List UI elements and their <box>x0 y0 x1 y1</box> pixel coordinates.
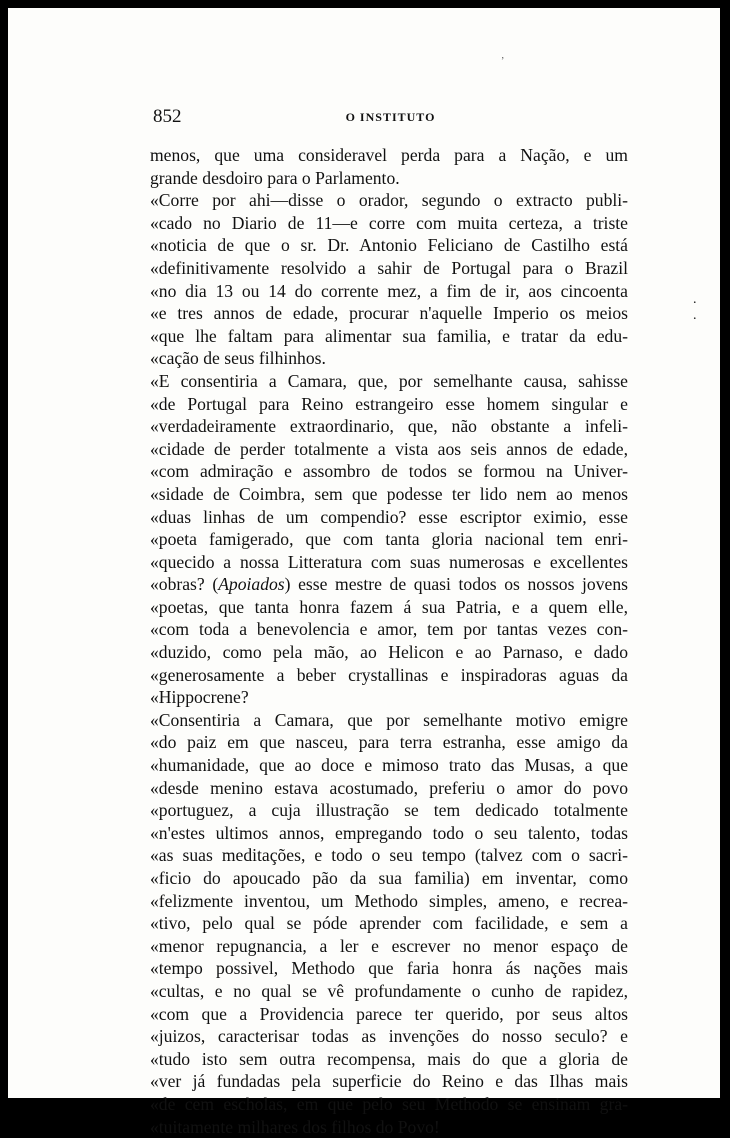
text-line: «com que a Providencia parece ter querido, por seus altos <box>150 1003 628 1024</box>
text-line: «de cem escholas, em que pelo seu Methodo se ensinam gra- <box>150 1093 628 1114</box>
text-line: «ver já fundadas pela superficie do Reino e das Ilhas mais <box>150 1071 628 1092</box>
text-line: «poetas, que tanta honra fazem á sua Patria, e a quem elle, <box>150 596 628 617</box>
text-line: «no dia 13 ou 14 do corrente mez, a fim de ir, aos cincoenta <box>150 280 628 301</box>
body-text <box>150 144 628 1138</box>
text-line: «sidade de Coimbra, sem que podesse ter lido nem ao menos <box>150 483 628 504</box>
text-line: «cultas, e no qual se vê profundamente o cunho de rapidez, <box>150 980 628 1001</box>
text-line: «duas linhas de um compendio? esse escriptor eximio, esse <box>150 506 628 527</box>
text-line: «menor repugnancia, a ler e escrever no menor espaço de <box>150 935 628 956</box>
text-line: «desde menino estava acostumado, preferiu o amor do povo <box>150 777 628 798</box>
text-line: «quecido a nossa Litteratura com suas numerosas e excellentes <box>150 551 628 572</box>
text-line: «Corre por ahi—disse o orador, segundo o extracto publi- <box>150 190 628 211</box>
text-line: menos, que uma consideravel perda para a Nação, e um <box>150 145 628 165</box>
text-line: «as suas meditações, e todo o seu tempo (talvez com o sacri- <box>150 845 628 866</box>
text-line: «humanidade, que ao doce e mimoso trato das Musas, a que <box>150 755 628 776</box>
text-line: «do paiz em que nasceu, para terra estranha, esse amigo da <box>150 732 628 753</box>
book-page <box>8 8 720 1137</box>
text-line: «generosamente a beber crystallinas e inspiradoras aguas da <box>150 664 628 685</box>
text-line: «com toda a benevolencia e amor, tem por tantas vezes con- <box>150 619 628 640</box>
stray-mark: ʼ <box>501 56 505 67</box>
text-line: «ficio do apoucado pão da sua familia) em inventar, como <box>150 868 628 888</box>
text-line: «Consentiria a Camara, que por semelhante motivo emigre <box>150 709 628 730</box>
text-line: «verdadeiramente extraordinario, que, não obstante a infeli- <box>150 416 628 437</box>
text-line: «que lhe faltam para alimentar sua familia, e tratar da edu- <box>150 325 628 346</box>
text-line: «obras? (Apoiados) esse mestre de quasi todos os nossos jovens <box>150 574 628 595</box>
text-line: «cação de seus filhinhos. <box>150 348 326 369</box>
journal-title: O INSTITUTO <box>345 110 436 124</box>
text-line: «com admiração e assombro de todos se formou na Univer- <box>150 461 628 482</box>
text-line: «cado no Diario de 11—e corre com muita certeza, a triste <box>150 212 628 233</box>
text-line: «duzido, como pela mão, ao Helicon e ao Parnaso, e dado <box>150 642 628 663</box>
text-line: «tudo isto sem outra recompensa, mais do que a gloria de <box>150 1048 628 1069</box>
text-line: «juizos, caracterisar todas as invenções do nosso seculo? e <box>150 1026 628 1047</box>
text-line: «poeta famigerado, que com tanta gloria nacional tem enri- <box>150 529 628 550</box>
running-head <box>153 106 628 130</box>
text-line: «e tres annos de edade, procurar n'aquelle Imperio os meios <box>150 303 628 324</box>
text-line: «tempo possivel, Methodo que faria honra ás nações mais <box>150 958 628 979</box>
text-line: «felizmente inventou, um Methodo simples, ameno, e recrea- <box>150 890 628 911</box>
margin-dots: . . <box>693 292 703 323</box>
page-number: 852 <box>153 106 182 127</box>
text-line: «Hippocrene? <box>150 687 249 708</box>
text-line: «E consentiria a Camara, que, por semelhante causa, sahisse <box>150 370 628 391</box>
text-line: «de Portugal para Reino estrangeiro esse homem singular e <box>150 393 628 414</box>
text-line: «tuitamente milhares dos filhos do Povo! <box>150 1116 440 1137</box>
text-line: «noticia de que o sr. Dr. Antonio Feliciano de Castilho está <box>150 235 628 256</box>
text-line: «cidade de perder totalmente a vista aos seis annos de edade, <box>150 438 628 459</box>
text-line: grande desdoiro para o Parlamento. <box>150 167 400 188</box>
text-line: «portuguez, a cuja illustração se tem dedicado totalmente <box>150 800 628 821</box>
text-line: «n'estes ultimos annos, empregando todo o seu talento, todas <box>150 822 628 843</box>
text-line: «tivo, pelo qual se póde aprender com facilidade, e sem a <box>150 913 628 934</box>
text-line: «definitivamente resolvido a sahir de Portugal para o Brazil <box>150 257 628 278</box>
